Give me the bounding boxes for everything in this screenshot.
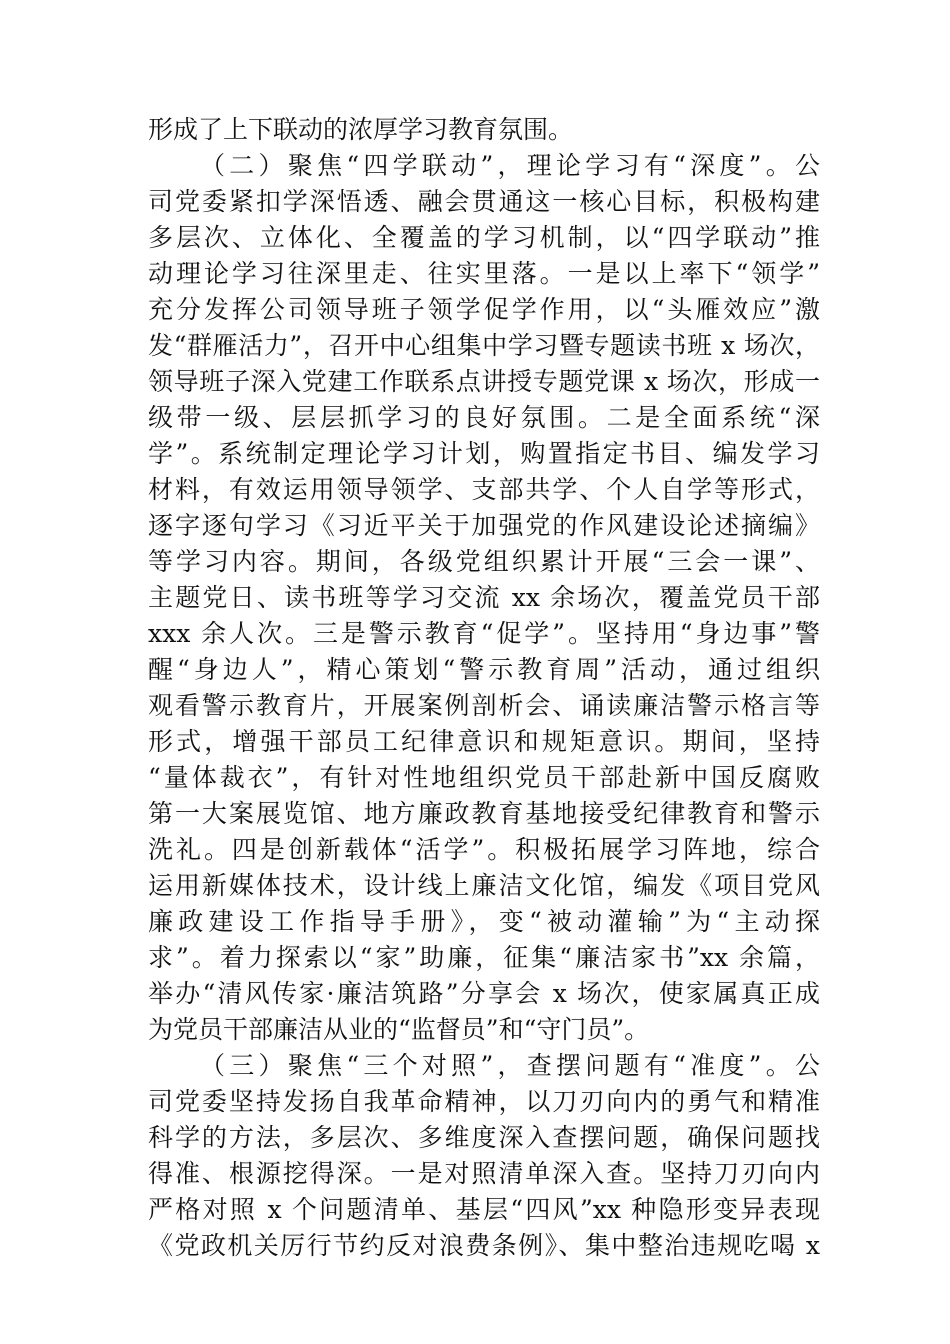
text-line: 《党政机关厉行节约反对浪费条例》、集中整治违规吃喝 x [148,1231,820,1260]
text-line: 级带一级、层层抓学习的良好氛围。二是全面系统“深 [148,403,820,432]
text-line: 司党委紧扣学深悟透、融会贯通这一核心目标，积极构建 [148,187,820,216]
text-line: 醒“身边人”，精心策划“警示教育周”活动，通过组织 [148,655,820,684]
text-line: 形成了上下联动的浓厚学习教育氛围。 [148,115,574,144]
text-line: 动理论学习往深里走、往实里落。一是以上率下“领学” [148,259,820,288]
text-line: 廉政建设工作指导手册》，变“被动灌输”为“主动探 [148,907,820,936]
text-line: 观看警示教育片，开展案例剖析会、诵读廉洁警示格言等 [148,691,820,720]
text-line: 等学习内容。期间，各级党组织累计开展“三会一课”、 [148,547,820,576]
text-line: 求”。着力探索以“家”助廉，征集“廉洁家书”xx 余篇， [148,943,820,972]
text-line: 主题党日、读书班等学习交流 xx 余场次，覆盖党员干部 [148,583,820,612]
section-heading-line: （三）聚焦“三个对照”，查摆问题有“准度”。公 [200,1051,820,1080]
text-line: 逐字逐句学习《习近平关于加强党的作风建设论述摘编》 [148,511,820,540]
text-line: 发“群雁活力”，召开中心组集中学习暨专题读书班 x 场次， [148,331,820,360]
text-line: 得准、根源挖得深。一是对照清单深入查。坚持刀刃向内 [148,1159,820,1188]
text-line: 科学的方法，多层次、多维度深入查摆问题，确保问题找 [148,1123,820,1152]
text-line: 运用新媒体技术，设计线上廉洁文化馆，编发《项目党风 [148,871,820,900]
section-heading-line: （二）聚焦“四学联动”，理论学习有“深度”。公 [200,151,820,180]
text-line: 为党员干部廉洁从业的“监督员”和“守门员”。 [148,1015,650,1044]
text-line: 充分发挥公司领导班子领学促学作用，以“头雁效应”激 [148,295,820,324]
text-line: 材料，有效运用领导领学、支部共学、个人自学等形式， [148,475,820,504]
text-line: 司党委坚持发扬自我革命精神，以刀刃向内的勇气和精准 [148,1087,820,1116]
text-line: 领导班子深入党建工作联系点讲授专题党课 x 场次，形成一 [148,367,820,396]
text-line: 学”。系统制定理论学习计划，购置指定书目、编发学习 [148,439,820,468]
text-line: 多层次、立体化、全覆盖的学习机制，以“四学联动”推 [148,223,820,252]
text-line: 第一大案展览馆、地方廉政教育基地接受纪律教育和警示 [148,799,820,828]
text-line: 形式，增强干部员工纪律意识和规矩意识。期间，坚持 [148,727,820,756]
text-line: xxx 余人次。三是警示教育“促学”。坚持用“身边事”警 [148,619,820,648]
text-line: “量体裁衣”，有针对性地组织党员干部赴新中国反腐败 [148,763,820,792]
text-line: 洗礼。四是创新载体“活学”。积极拓展学习阵地，综合 [148,835,820,864]
text-line: 严格对照 x 个问题清单、基层“四风”xx 种隐形变异表现 [148,1195,820,1224]
text-line: 举办“清风传家·廉洁筑路”分享会 x 场次，使家属真正成 [148,979,820,1008]
